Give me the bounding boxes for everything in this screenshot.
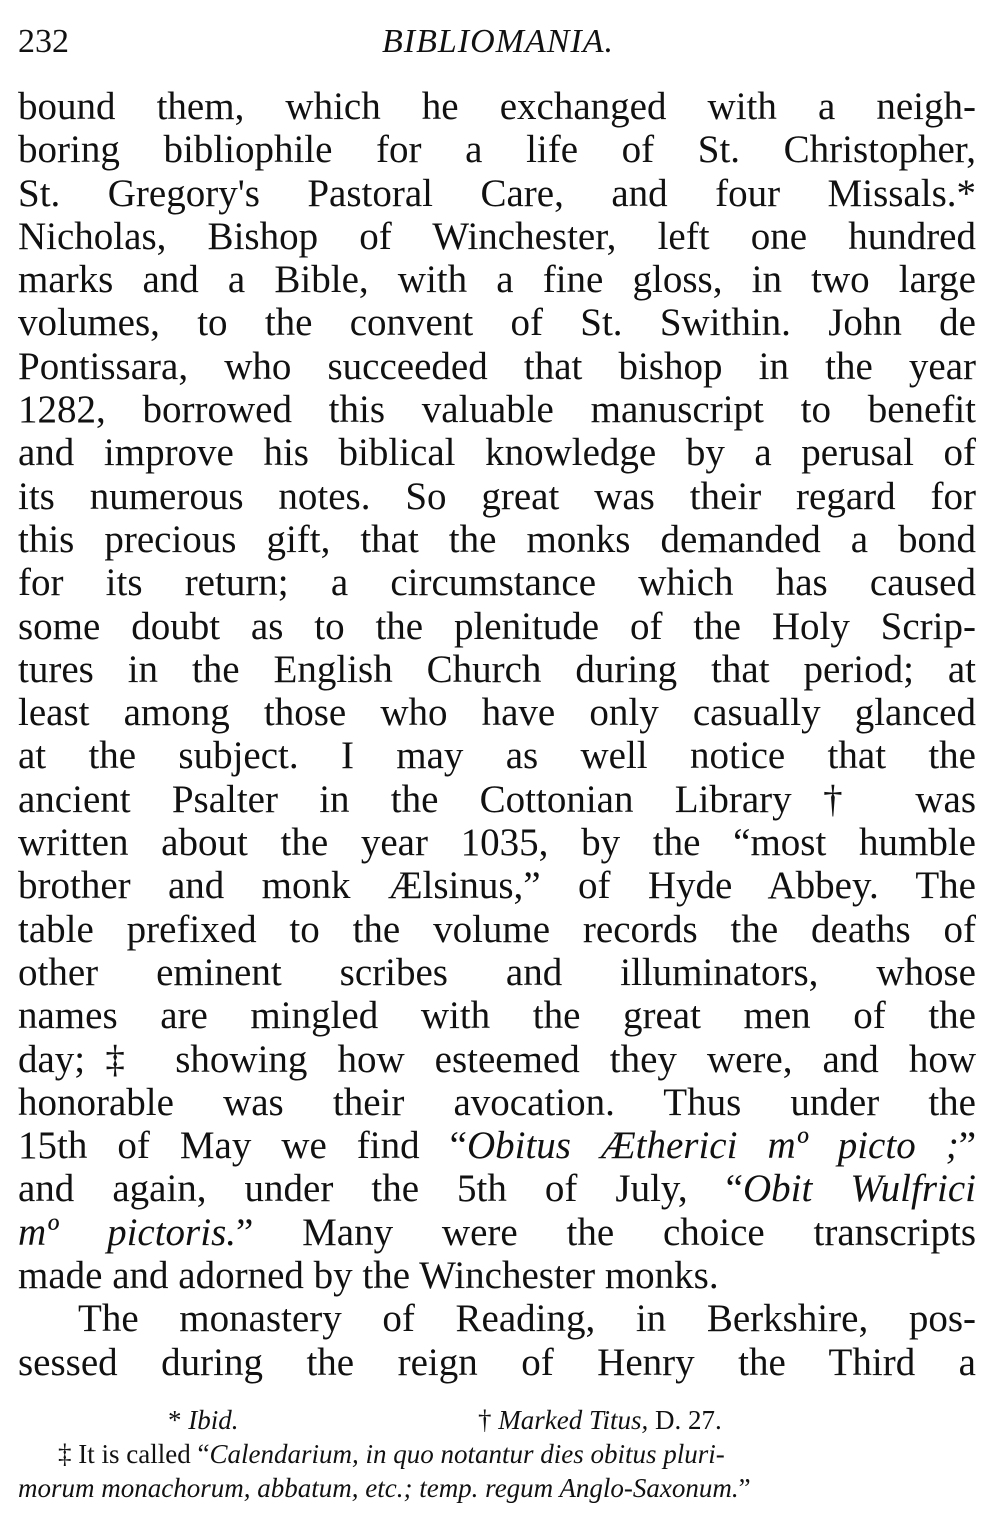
text-line: and improve his biblical knowledge by a perusal of bbox=[18, 431, 976, 475]
text-line: other eminent scribes and illuminators, whose bbox=[18, 950, 976, 994]
text-segment: and again, under the 5th of July, “ bbox=[18, 1167, 743, 1211]
text-line: its numerous notes. So great was their regard for bbox=[18, 474, 976, 518]
text-line: made and adorned by the Winchester monks. bbox=[18, 1254, 719, 1298]
text-segment: ” bbox=[958, 1124, 977, 1168]
text-line: at the subject. I may as well notice that the bbox=[18, 734, 976, 778]
text-line: marks and a Bible, with a fine gloss, in two large bbox=[18, 258, 976, 302]
text-line: least among those who have only casually glanced bbox=[18, 691, 976, 735]
text-line bbox=[18, 1124, 976, 1167]
body-text bbox=[18, 85, 976, 1384]
footnote-text: Ibid. bbox=[188, 1405, 239, 1435]
running-title: BIBLIOMANIA. bbox=[381, 23, 614, 60]
footnote-text: Calendarium, in quo notantur dies obitus pluri- bbox=[209, 1439, 725, 1469]
footnote-dagger bbox=[478, 1403, 722, 1437]
text-line: day;‡ showing how esteemed they were, and how bbox=[18, 1037, 976, 1081]
text-line: Pontissara, who succeeded that bishop in the year bbox=[18, 344, 976, 388]
text-line: bound them, which he exchanged with a neigh- bbox=[18, 85, 976, 128]
text-segment: ” Many were the choice transcripts bbox=[236, 1210, 976, 1254]
text-line: Nicholas, Bishop of Winchester, left one hundred bbox=[18, 214, 976, 258]
footnote-text: ” bbox=[738, 1473, 751, 1503]
footnote-text: morum monachorum, abbatum, etc.; temp. regum Anglo-Saxonum. bbox=[18, 1473, 739, 1503]
text-line: 1282, borrowed this valuable manuscript to benefit bbox=[18, 388, 976, 432]
text-line: honorable was their avocation. Thus under the bbox=[18, 1080, 976, 1124]
text-line: St. Gregory's Pastoral Care, and four Missals.* bbox=[18, 171, 976, 215]
text-line: ancient Psalter in the Cottonian Library† was bbox=[18, 777, 976, 821]
footnote-text: Marked Titus, bbox=[498, 1405, 649, 1435]
latin-quote: Obitus Ætherici mº picto ; bbox=[466, 1124, 959, 1168]
page-number: 232 bbox=[18, 23, 69, 60]
text-line bbox=[18, 1211, 976, 1254]
text-line: tures in the English Church during that period; at bbox=[18, 647, 976, 691]
text-line: boring bibliophile for a life of St. Christopher, bbox=[18, 128, 976, 172]
text-segment: 15th of May we find “ bbox=[18, 1124, 467, 1168]
footnote-double-dagger bbox=[18, 1437, 976, 1471]
text-line: this precious gift, that the monks demanded a bond bbox=[18, 517, 976, 561]
text-line: table prefixed to the volume records the deaths of bbox=[18, 907, 976, 951]
footnotes bbox=[18, 1403, 976, 1505]
footnote-mark: ‡ It is called “ bbox=[58, 1439, 210, 1469]
text-line bbox=[18, 1167, 976, 1210]
text-line: for its return; a circumstance which has caused bbox=[18, 561, 976, 605]
text-line: sessed during the reign of Henry the Third a bbox=[18, 1340, 976, 1384]
page-header bbox=[18, 18, 978, 66]
footnote-continuation bbox=[18, 1471, 976, 1505]
latin-quote: Obit Wulfrici bbox=[742, 1167, 977, 1211]
footnote-star bbox=[168, 1403, 239, 1437]
footnote-mark: † bbox=[478, 1405, 499, 1435]
paragraph-start: The monastery of Reading, in Berkshire, pos- bbox=[78, 1297, 976, 1341]
latin-quote: mº pictoris. bbox=[18, 1210, 236, 1254]
text-line: names are mingled with the great men of the bbox=[18, 994, 976, 1038]
footnote-row bbox=[18, 1403, 976, 1437]
text-line: volumes, to the convent of St. Swithin. John de bbox=[18, 301, 976, 345]
footnote-text: D. 27. bbox=[648, 1405, 722, 1435]
text-line: brother and monk Ælsinus,” of Hyde Abbey. The bbox=[18, 864, 976, 908]
text-line: written about the year 1035, by the “most humble bbox=[18, 821, 976, 865]
footnote-mark: * bbox=[168, 1405, 189, 1435]
text-line: some doubt as to the plenitude of the Holy Scrip- bbox=[18, 604, 976, 648]
